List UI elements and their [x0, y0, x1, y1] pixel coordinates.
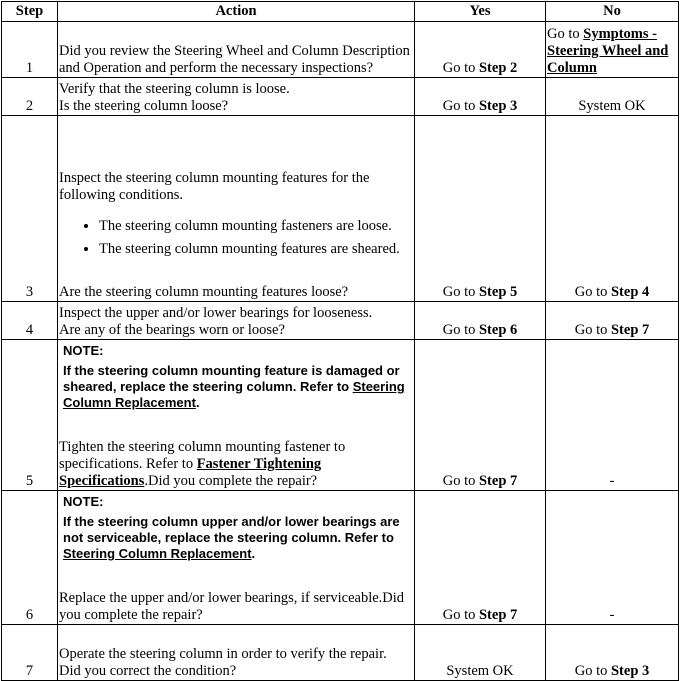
note-title: NOTE: [63, 343, 104, 358]
no-link[interactable]: Step 3 [610, 663, 650, 679]
yes-link[interactable]: Step 2 [478, 60, 518, 76]
yes-cell [415, 78, 546, 116]
header-action: Action [58, 2, 415, 22]
action-question: Are any of the bearings worn or loose? [59, 322, 285, 338]
no-prefix: Go to [574, 284, 611, 300]
table-row [2, 491, 679, 625]
action-question: Did you correct the condition? [59, 663, 237, 679]
note-box [59, 340, 413, 411]
yes-link[interactable]: Step 7 [478, 607, 518, 623]
action-cell [58, 116, 415, 302]
list-item: • The steering column mounting features are sheared. [99, 241, 413, 258]
step-number: 7 [2, 625, 58, 681]
header-step: Step [2, 2, 58, 22]
no-link[interactable]: Symptoms - Steering Wheel and Column [547, 26, 669, 76]
table-row [2, 78, 679, 116]
table-row [2, 116, 679, 302]
list-item: • The steering column mounting fasteners are loose. [99, 218, 413, 235]
note-title: NOTE: [63, 494, 104, 509]
no-cell [546, 302, 679, 340]
no-cell [546, 116, 679, 302]
note-text: If the steering column mounting feature is damaged or sheared, replace the steering column. Refer to [63, 363, 400, 394]
yes-prefix: Go to [442, 473, 479, 489]
note-end: . [251, 546, 256, 561]
action-question: .Did you complete the repair? [144, 473, 318, 489]
note-text: If the steering column upper and/or lower bearings are not serviceable, replace the steering column. Refer to [63, 514, 400, 545]
table-row [2, 340, 679, 491]
action-cell [58, 625, 415, 681]
action-text: Operate the steering column in order to verify the repair. [59, 646, 387, 662]
yes-link[interactable]: Step 3 [478, 98, 518, 114]
action-intro: Inspect the steering column mounting features for the following conditions. [59, 170, 370, 203]
action-cell [58, 302, 415, 340]
no-cell [546, 625, 679, 681]
note-end: . [195, 395, 200, 410]
yes-cell [415, 340, 546, 491]
action-question: Is the steering column loose? [59, 98, 229, 114]
step-number: 1 [2, 22, 58, 78]
no-cell: - [546, 491, 679, 625]
header-yes: Yes [415, 2, 546, 22]
step-number: 3 [2, 116, 58, 302]
no-prefix: Go to [574, 663, 611, 679]
yes-link[interactable]: Step 6 [478, 322, 518, 338]
step-number: 5 [2, 340, 58, 491]
yes-prefix: Go to [442, 322, 479, 338]
action-text: Tighten the steering column mounting fastener to specifications. Refer to [59, 439, 346, 472]
header-no: No [546, 2, 679, 22]
note-link[interactable]: Steering Column Replacement [63, 546, 252, 561]
spacer [59, 562, 413, 590]
no-link[interactable]: Step 7 [610, 322, 650, 338]
table-row [2, 302, 679, 340]
step-number: 6 [2, 491, 58, 625]
no-prefix: Go to [547, 26, 584, 42]
action-cell [58, 491, 415, 625]
no-cell: System OK [546, 78, 679, 116]
yes-cell [415, 22, 546, 78]
no-cell: - [546, 340, 679, 491]
action-text: Did you review the Steering Wheel and Column Description and Operation and perform the necessary inspections? [58, 22, 415, 78]
action-text: Replace the upper and/or lower bearings, if serviceable.Did you complete the repair? [59, 590, 405, 623]
no-link[interactable]: Step 4 [610, 284, 650, 300]
yes-prefix: Go to [442, 284, 479, 300]
note-box [59, 491, 413, 562]
note-link[interactable]: Steering Column Replacement [63, 379, 405, 410]
step-number: 2 [2, 78, 58, 116]
yes-prefix: Go to [442, 607, 479, 623]
yes-link[interactable]: Step 7 [478, 473, 518, 489]
action-cell [58, 78, 415, 116]
spacer [59, 411, 413, 439]
step-number: 4 [2, 302, 58, 340]
no-cell [546, 22, 679, 78]
yes-prefix: Go to [442, 98, 479, 114]
action-cell [58, 340, 415, 491]
header-row [2, 2, 679, 22]
table-row [2, 22, 679, 78]
no-prefix: Go to [574, 322, 611, 338]
action-link[interactable]: Fastener Tightening Specifications [59, 456, 322, 489]
yes-prefix: Go to [442, 60, 479, 76]
yes-link[interactable]: Step 5 [478, 284, 518, 300]
yes-cell [415, 116, 546, 302]
table-row [2, 625, 679, 681]
yes-cell: System OK [415, 625, 546, 681]
diagnostic-table [1, 1, 679, 681]
action-line: Inspect the upper and/or lower bearings for looseness. [59, 305, 373, 321]
condition-list [59, 218, 413, 258]
action-line: Verify that the steering column is loose. [59, 81, 290, 97]
yes-cell [415, 491, 546, 625]
yes-cell [415, 302, 546, 340]
action-question: Are the steering column mounting features loose? [59, 284, 349, 300]
